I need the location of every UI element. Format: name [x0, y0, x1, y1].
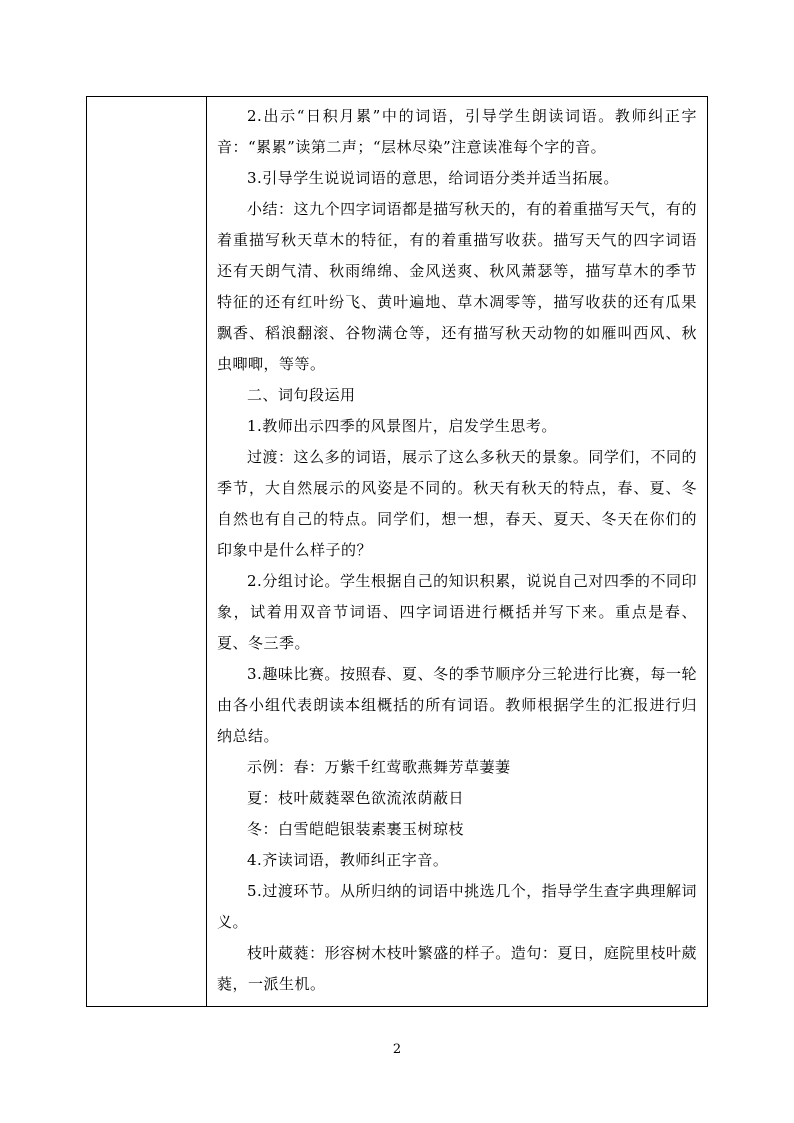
example-summer: 夏：枝叶葳蕤翠色欲流浓荫蔽日 — [247, 789, 465, 807]
paragraph: 5.过渡环节。从所归纳的词语中挑选几个，指导学生查字典理解词义。 — [217, 882, 697, 931]
paragraph: 2.分组讨论。学生根据自己的知识积累，说说自己对四季的不同印象，试着用双音节词语、四字词语进行概括并写下来。重点是春、夏、冬三季。 — [217, 572, 697, 652]
example-spring: 示例：春：万紫千红莺歌燕舞芳草萋萋 — [247, 758, 511, 776]
paragraph: 小结：这九个四字词语都是描写秋天的，有的着重描写天气，有的着重描写秋天草木的特征，有的着重描写收获。描写天气的四字词语还有天朗气清、秋雨绵绵、金风送爽、秋风萧瑟等，描写草木的季节特征的还有红叶纷飞、黄叶遍地、草木凋零等，描写收获的还有瓜果飘香、稻浪翻滚、谷物满仓等，还有描写秋天动物的如雁叫西风、秋虫唧唧，等等。 — [217, 200, 697, 373]
page-number: 2 — [392, 1042, 402, 1057]
paragraph: 1.教师出示四季的风景图片，启发学生思考。 — [247, 417, 557, 435]
paragraph: 3.引导学生说说词语的意思，给词语分类并适当拓展。 — [247, 169, 619, 187]
paragraph: 枝叶葳蕤：形容树木枝叶繁盛的样子。造句：夏日，庭院里枝叶葳蕤，一派生机。 — [217, 944, 697, 993]
paragraph: 2.出示“日积月累”中的词语，引导学生朗读词语。教师纠正字音：“累累”读第二声；“层林尽染”注意读准每个字的音。 — [217, 107, 697, 156]
example-winter: 冬：白雪皑皑银装素裹玉树琼枝 — [247, 820, 465, 838]
paragraph: 3.趣味比赛。按照春、夏、冬的季节顺序分三轮进行比赛，每一轮由各小组代表朗读本组概括的所有词语。教师根据学生的汇报进行归纳总结。 — [217, 665, 697, 745]
paragraph: 过渡：这么多的词语，展示了这么多秋天的景象。同学们，不同的季节，大自然展示的风姿是不同的。秋天有秋天的特点，春、夏、冬自然也有自己的特点。同学们，想一想，春天、夏天、冬天在你们的印象中是什么样子的？ — [217, 448, 697, 559]
paragraph: 4.齐读词语，教师纠正字音。 — [247, 851, 449, 869]
section-heading: 二、词句段运用 — [247, 386, 356, 404]
table-content-cell — [207, 97, 707, 1006]
table-left-cell — [87, 97, 207, 1006]
lesson-table — [86, 96, 708, 1007]
